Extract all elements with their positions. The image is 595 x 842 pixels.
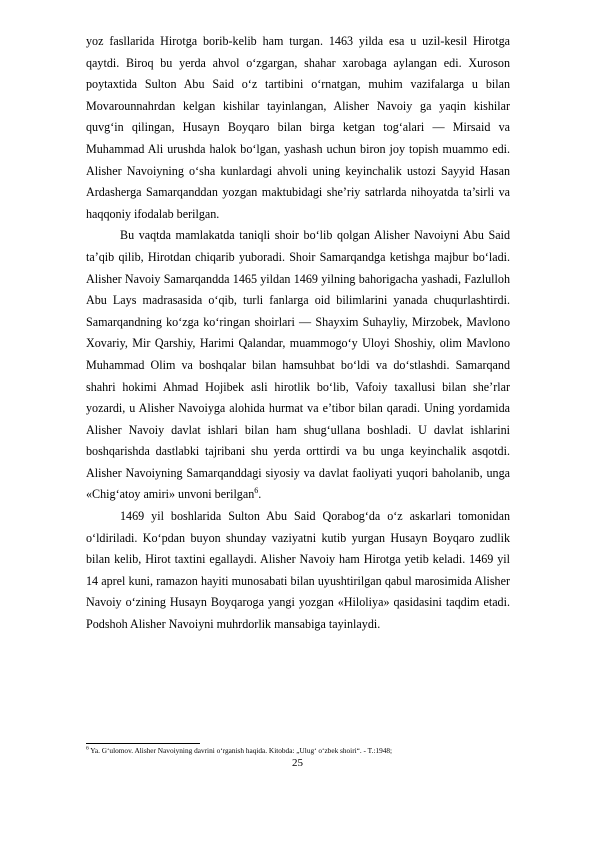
- document-body: [86, 31, 510, 636]
- paragraph-samarqand: [86, 225, 510, 506]
- paragraph-samarqand-end: .: [258, 487, 262, 502]
- footnote-divider: [86, 743, 200, 744]
- footnote-reference[interactable]: 6: [254, 486, 259, 496]
- footnote-number: 6: [86, 745, 89, 752]
- page-number: 25: [292, 757, 303, 769]
- paragraph-1469: 1469 yil boshlarida Sulton Abu Said Qorabog‘da o‘z askarlari tomonidan o‘ldiriladi. Ko‘pdan buyon shunday vaziyatni kutib yurgan Husayn Boyqaro zudlik bilan kelib, Hirot taxtini egallaydi. Alisher Navoiy ham Hirotga yetib keladi. 1469 yil 14 aprel kuni, ramazon hayiti munosabati bilan uyushtirilgan qabul marosimida Alisher Navoiy o‘zining Husayn Boyqaroga yangi yozgan «Hiloliya» qasidasini taqdim etadi. Podshoh Alisher Navoiyni muhrdorlik mansabiga tayinlaydi.: [86, 509, 510, 632]
- footnote: [86, 746, 510, 756]
- footnote-text: Ya. G‘ulomov. Alisher Navoiyning davrini o‘rganish haqida. Kitobda: „Ulug‘ o‘zbek shoiri“. - T.:1948;: [88, 746, 393, 755]
- paragraph-samarqand-text: Bu vaqtda mamlakatda taniqli shoir bo‘lib qolgan Alisher Navoiyni Abu Said ta’qib qilib, Hirotdan chiqarib yuboradi. Shoir Samarqandga ketishga majbur bo‘ladi. Alisher Navoiy Samarqandda 1465 yildan 1469 yilning bahorigacha yashadi, Fazlulloh Abu Lays madrasasida o‘qib, turli fanlarga oid bilimlarini yanada chuqurlashtirdi. Samarqandning ko‘zga ko‘ringan shoirlari — Shayxim Suhayliy, Mirzobek, Mavlono Xovariy, Mir Qarshiy, Harimi Qalandar, muammogo‘y Uloyi Shoshiy, olim Mavlono Muhammad Olim va boshqalar bilan hamsuhbat bo‘ldi va do‘stlashdi. Samarqand shahri hokimi Ahmad Hojibek asli hirotlik bo‘lib, Vafoiy taxallusi bilan she’rlar yozardi, u Alisher Navoiyga alohida hurmat va e’tibor bilan qaradi. Uning yordamida Alisher Navoiy davlat ishlari bilan ham shug‘ullana boshladi. U davlat ishlarini boshqarishda dastlabki tajribani shu yerda orttirdi va bu unga keyinchalik asqotdi. Alisher Navoiyning Samarqanddagi siyosiy va davlat faoliyati yuqori baholanib, unga «Chig‘atoy amiri» unvoni berilgan: [86, 228, 510, 502]
- paragraph-continuation: yoz fasllarida Hirotga borib-kelib ham turgan. 1463 yilda esa u uzil-kesil Hirotga qaytdi. Biroq bu yerda ahvol o‘zgargan, shahar xarobaga aylangan edi. Xuroson poytaxtida Sulton Abu Said o‘z tartibini o‘rnatgan, muhim vazifalarga u bilan Movarounnahrdan kelgan kishilar tayinlangan, Alisher Navoiy ga yaqin kishilar quvg‘in qilingan, Husayn Boyqaro bilan birga ketgan tog‘alari — Mirsaid va Muhammad Ali urushda halok bo‘lgan, yashash uchun biron joy topish muammo edi. Alisher Navoiyning o‘sha kunlardagi ahvoli uning keyinchalik ustozi Sayyid Hasan Ardasherga Samarqanddan yozgan maktubidagi she’riy satrlarda nihoyatda ta’sirli va haqqoniy ifodalab berilgan.: [86, 34, 510, 221]
